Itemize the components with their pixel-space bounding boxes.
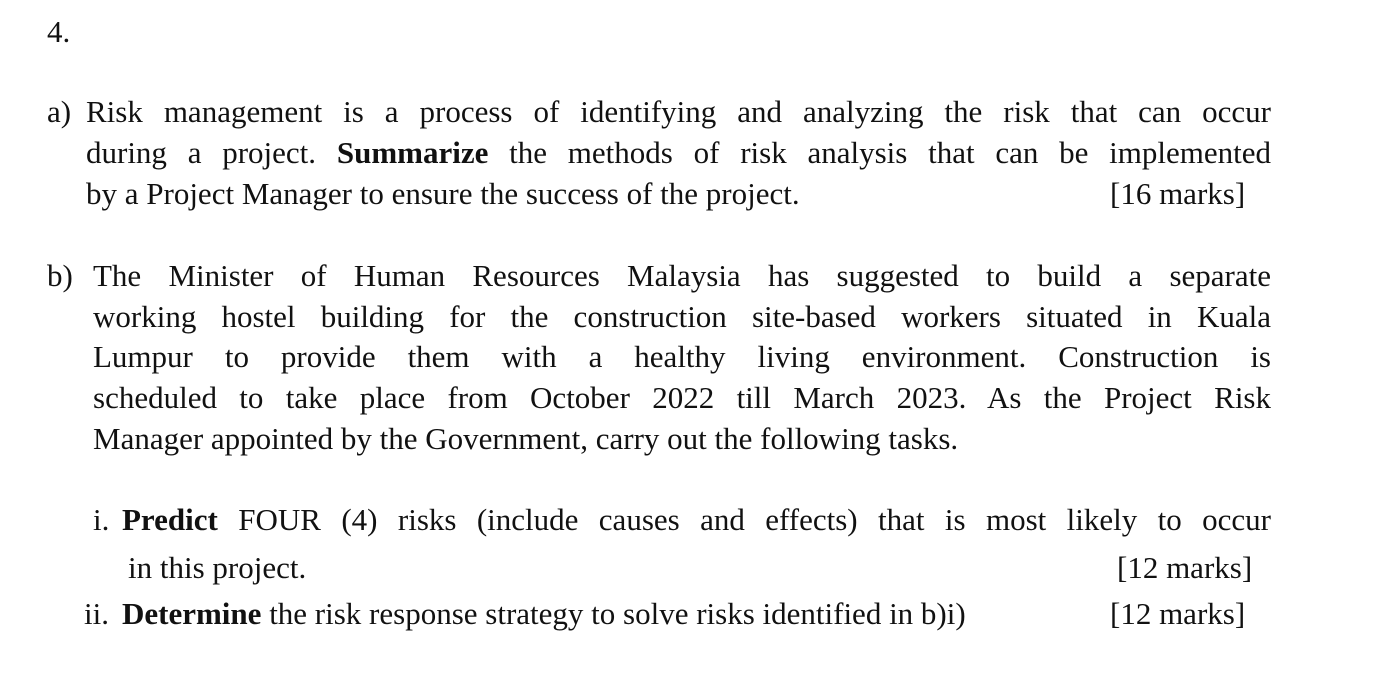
sub-ii-line — [122, 596, 966, 632]
part-b-line-3: Lumpur to provide them with a healthy living environment. Construction is — [93, 339, 1271, 374]
part-a-line-2 — [86, 135, 1271, 171]
sub-i-keyword: Predict — [122, 502, 218, 537]
sub-i-line-1-rest: FOUR (4) risks (include causes and effects) that is most likely to occur — [238, 502, 1271, 537]
part-b-label: b) — [47, 258, 73, 293]
part-a-line-2-pre: during a project. — [86, 135, 317, 170]
part-b-line-1: The Minister of Human Resources Malaysia has suggested to build a separate — [93, 258, 1271, 293]
part-a-line-1: Risk management is a process of identifying and analyzing the risk that can occur — [86, 94, 1271, 129]
sub-ii-marks: [12 marks] — [1110, 596, 1246, 631]
sub-ii-rest: the risk response strategy to solve risks identified in b)i) — [269, 596, 966, 631]
part-a-keyword: Summarize — [336, 135, 489, 170]
sub-i-line-1 — [122, 502, 1271, 538]
question-number: 4. — [47, 14, 71, 49]
part-a-marks: [16 marks] — [1110, 176, 1246, 211]
part-b-line-2: working hostel building for the construction site-based workers situated in Kuala — [93, 299, 1271, 334]
part-b-line-5: Manager appointed by the Government, carry out the following tasks. — [93, 421, 959, 456]
sub-ii-keyword: Determine — [122, 596, 262, 631]
part-a-label: a) — [47, 94, 72, 129]
sub-ii-label: ii. — [84, 596, 109, 631]
sub-i-label: i. — [93, 502, 110, 537]
part-a-line-2-post: the methods of risk analysis that can be implemented — [509, 135, 1272, 170]
part-a-line-3: by a Project Manager to ensure the success of the project. — [86, 176, 800, 211]
part-b-line-4: scheduled to take place from October 2022 till March 2023. As the Project Risk — [93, 380, 1271, 415]
sub-i-line-2: in this project. — [128, 550, 307, 585]
sub-i-marks: [12 marks] — [1117, 550, 1253, 585]
